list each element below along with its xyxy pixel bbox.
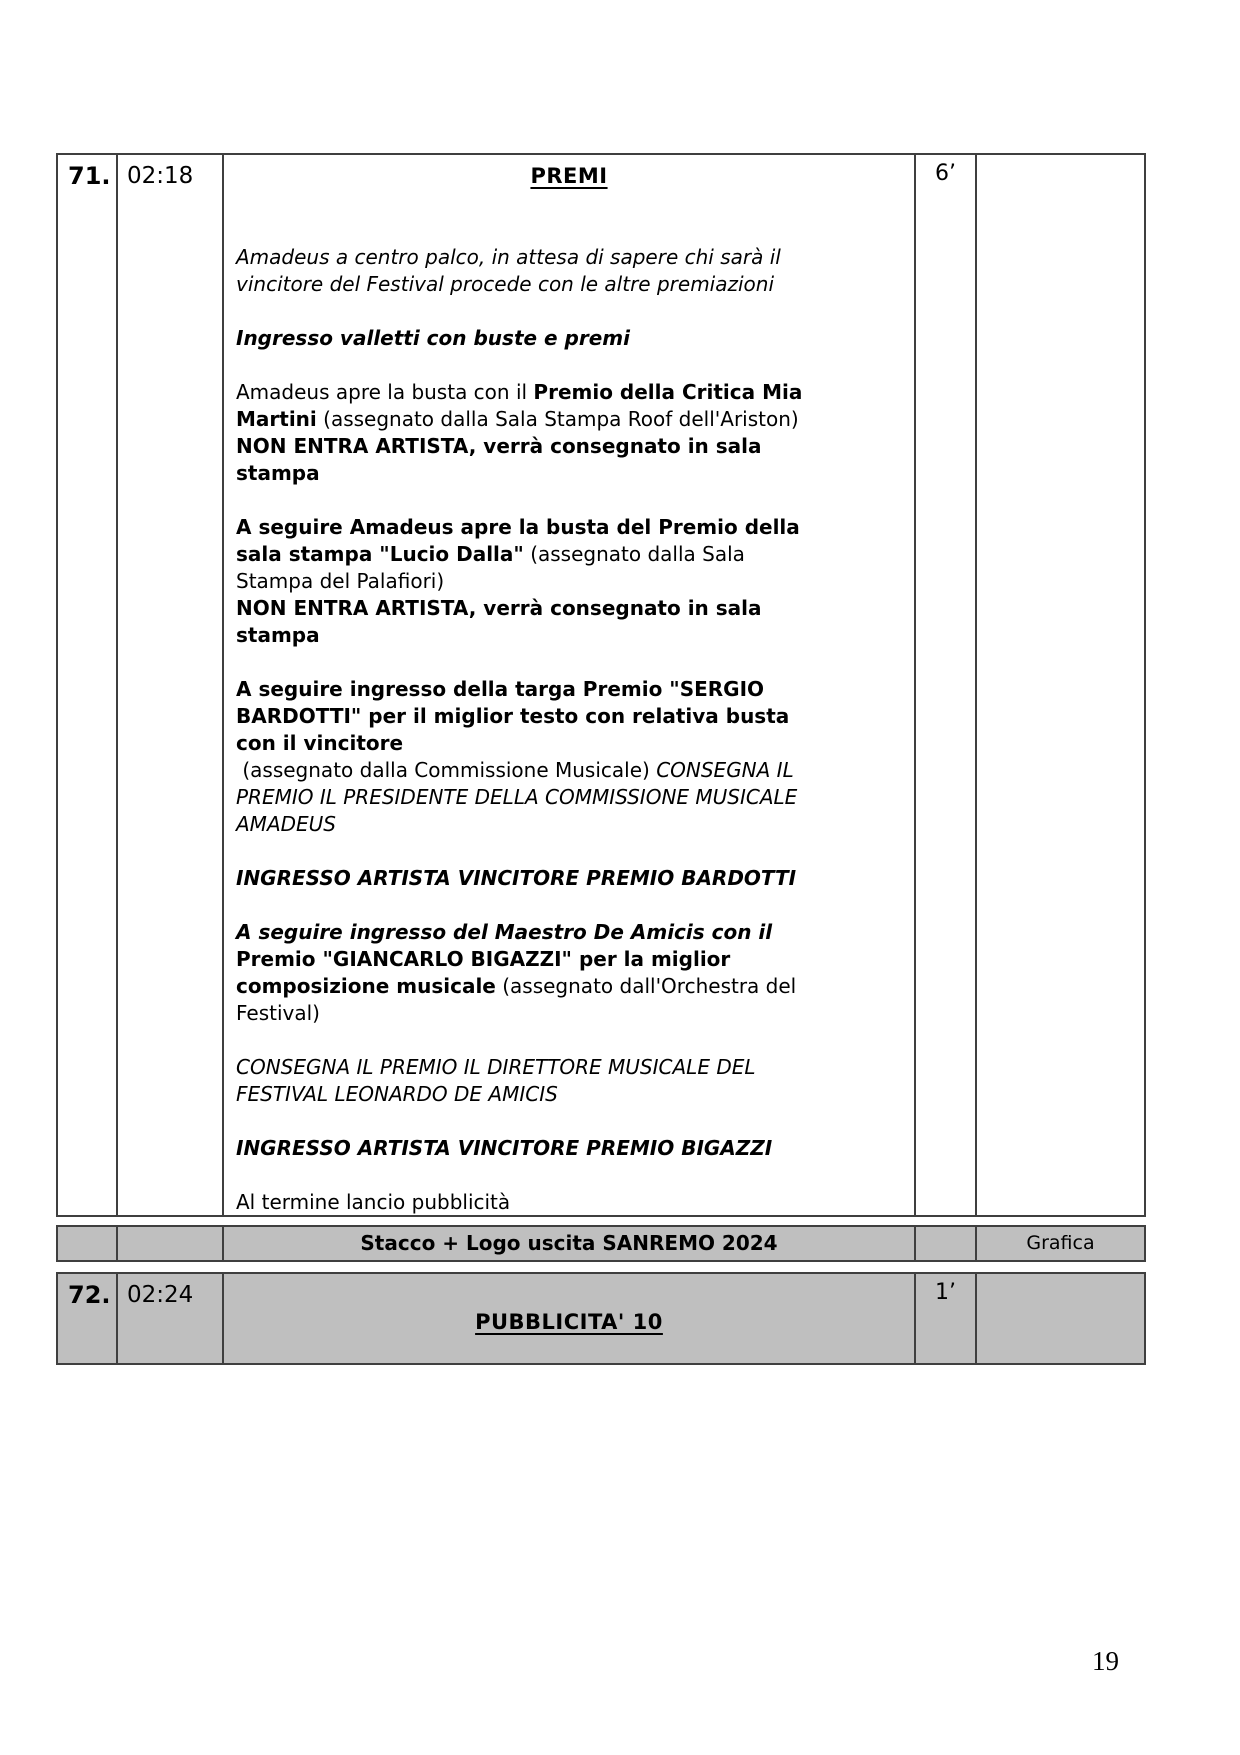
script-line: [236, 1189, 902, 1215]
text-run: (assegnato dalla Commissione Musicale): [236, 758, 657, 782]
text-run: Amadeus apre la busta con il: [236, 380, 534, 404]
script-line: [236, 757, 902, 784]
script-line: [236, 595, 902, 622]
script-line: [236, 622, 902, 649]
text-run: PREMI: [530, 164, 608, 188]
notes-cell: [975, 155, 1144, 1215]
text-run: CONSEGNA IL: [656, 758, 794, 782]
script-line: [236, 271, 902, 298]
text-run: con il vincitore: [236, 731, 404, 755]
blank-line: [236, 892, 902, 919]
notes-cell: [975, 1274, 1144, 1363]
duration-cell: 6’: [914, 155, 975, 1215]
script-line: [236, 163, 902, 190]
text-run: Festival): [236, 1001, 320, 1025]
script-line: [236, 1081, 902, 1108]
rundown-table: [56, 153, 1146, 1365]
table-row-71: [56, 153, 1146, 1217]
text-run: NON ENTRA ARTISTA, verrà consegnato in sala: [236, 434, 762, 458]
text-run: INGRESSO ARTISTA VINCITORE PREMIO BARDOTTI: [236, 866, 797, 890]
script-line: [236, 433, 902, 460]
script-line: [236, 784, 902, 811]
time-cell: 02:18: [116, 155, 222, 1215]
script-line: [236, 1309, 902, 1336]
text-run: stampa: [236, 623, 320, 647]
text-run: (assegnato dalla Sala: [523, 542, 745, 566]
script-line: [236, 406, 902, 433]
item-number-cell: 72.: [68, 1281, 111, 1309]
script-line: [236, 244, 902, 271]
text-run: CONSEGNA IL PREMIO IL DIRETTORE MUSICALE DEL: [236, 1055, 756, 1079]
text-run: INGRESSO ARTISTA VINCITORE PREMIO BIGAZZI: [236, 1136, 773, 1160]
separator-label: Stacco + Logo uscita SANREMO 2024: [222, 1227, 914, 1260]
blank-line: [236, 1027, 902, 1054]
text-run: composizione musicale: [236, 974, 496, 998]
script-line: [236, 919, 902, 946]
script-line: [236, 676, 902, 703]
script-line: [236, 514, 902, 541]
text-run: stampa: [236, 461, 320, 485]
text-run: Al termine lancio pubblicità: [236, 1190, 511, 1214]
text-run: BARDOTTI" per il miglior testo con relativa busta: [236, 704, 790, 728]
script-line: [236, 1054, 902, 1081]
text-run: sala stampa "Lucio Dalla": [236, 542, 524, 566]
text-run: Premio della Critica Mia: [533, 380, 803, 404]
text-run: PUBBLICITA' 10: [475, 1310, 663, 1334]
script-line: [236, 946, 902, 973]
script-line: [236, 730, 902, 757]
blank-line: [236, 1162, 902, 1189]
table-row-separator: [56, 1225, 1146, 1262]
item-number-cell: 71.: [68, 162, 111, 190]
text-run: (assegnato dalla Sala Stampa Roof dell'Ariston): [316, 407, 799, 431]
text-run: Martini: [236, 407, 317, 431]
text-run: Stampa del Palafiori): [236, 569, 445, 593]
script-line: [236, 865, 902, 892]
text-run: A seguire ingresso della targa Premio "SERGIO: [236, 677, 765, 701]
time-cell: 02:24: [116, 1274, 222, 1363]
text-run: vincitore del Festival procede con le altre premiazioni: [236, 272, 775, 296]
blank-line: [236, 1108, 902, 1135]
text-run: A seguire ingresso del Maestro De Amicis con il: [236, 920, 773, 944]
text-run: Amadeus a centro palco, in attesa di sapere chi sarà il: [236, 245, 781, 269]
script-line: [236, 379, 902, 406]
text-run: (assegnato dall'Orchestra del: [495, 974, 797, 998]
time-cell: [116, 1227, 222, 1260]
script-line: [236, 568, 902, 595]
blank-line: [236, 1282, 902, 1309]
blank-line: [236, 838, 902, 865]
table-row-72: [56, 1272, 1146, 1365]
script-line: [236, 811, 902, 838]
blank-line: [236, 649, 902, 676]
page-number: 19: [1092, 1646, 1119, 1676]
script-line: [236, 325, 902, 352]
text-run: Premio "GIANCARLO BIGAZZI" per la miglior: [236, 947, 731, 971]
blank-line: [236, 190, 902, 217]
text-run: FESTIVAL LEONARDO DE AMICIS: [236, 1082, 558, 1106]
script-line: [236, 1000, 902, 1027]
blank-line: [236, 352, 902, 379]
notes-cell: Grafica: [975, 1227, 1144, 1260]
text-run: Ingresso valletti con buste e premi: [236, 326, 630, 350]
duration-cell: [914, 1227, 975, 1260]
blank-line: [236, 298, 902, 325]
script-line: [236, 541, 902, 568]
blank-line: [236, 487, 902, 514]
text-run: NON ENTRA ARTISTA, verrà consegnato in sala: [236, 596, 762, 620]
script-line: [236, 1135, 902, 1162]
blank-line: [236, 217, 902, 244]
text-run: PREMIO IL PRESIDENTE DELLA COMMISSIONE MUSICALE: [236, 785, 798, 809]
text-run: AMADEUS: [236, 812, 336, 836]
item-number-cell: [58, 1227, 116, 1260]
duration-cell: 1’: [914, 1274, 975, 1363]
script-line: [236, 973, 902, 1000]
content-cell: [222, 155, 914, 1215]
script-line: [236, 460, 902, 487]
text-run: A seguire Amadeus apre la busta del Premio della: [236, 515, 800, 539]
content-cell: [222, 1274, 914, 1363]
script-line: [236, 703, 902, 730]
